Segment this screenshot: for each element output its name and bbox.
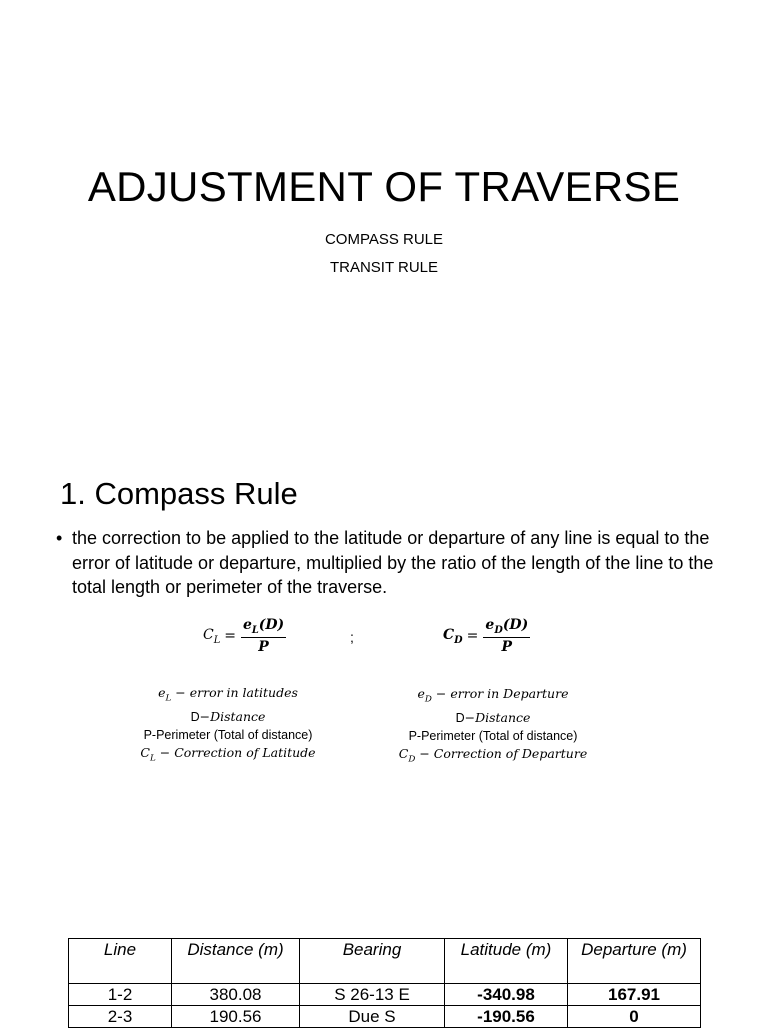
cell-departure: 167.91: [568, 984, 701, 1006]
bullet-text: the correction to be applied to the latitude or departure of any line is equal to the error of latitude or departure, multiplied by the ratio of the length of the line to the total length or perimeter of the traverse.: [72, 528, 714, 597]
cell-bearing: S 26-13 E: [300, 984, 445, 1006]
definition-correction-latitude: $C_L$ − Correction of Latitude: [140, 745, 316, 764]
formula-lhs: $C_D$: [443, 626, 463, 646]
cell-bearing: Due S: [300, 1006, 445, 1028]
bullet-paragraph: [56, 526, 716, 600]
formula-denominator: P: [501, 638, 513, 655]
cell-departure: 0: [568, 1006, 701, 1028]
header-latitude: Latitude (m): [445, 939, 568, 984]
definition-error-latitude: $e_L$ − error in latitudes: [158, 685, 298, 704]
cell-distance: 190.56: [172, 1006, 300, 1028]
header-bearing: Bearing: [300, 939, 445, 984]
definition-perimeter: P-Perimeter (Total of distance): [408, 728, 578, 743]
departure-correction-formula: [443, 617, 530, 655]
formula-separator: ;: [350, 629, 354, 645]
formula-denominator: P: [258, 638, 269, 655]
formula-fraction: [483, 617, 530, 655]
formula-equals: =: [466, 627, 479, 644]
definition-distance: D−Distance: [455, 710, 531, 725]
page-title: ADJUSTMENT OF TRAVERSE: [87, 163, 681, 210]
definition-error-departure: $e_D$ − error in Departure: [417, 686, 569, 705]
table-header-row: [69, 939, 701, 984]
table-row: [69, 1006, 701, 1028]
subtitle-transit-rule: TRANSIT RULE: [329, 259, 439, 276]
latitude-correction-formula: [203, 617, 286, 655]
traverse-table: [68, 938, 701, 1028]
cell-distance: 380.08: [172, 984, 300, 1006]
section-heading: 1. Compass Rule: [60, 476, 298, 511]
header-line: Line: [69, 939, 172, 984]
formula-equals: =: [224, 627, 236, 644]
departure-definitions: [388, 685, 598, 769]
cell-line: 1-2: [69, 984, 172, 1006]
formula-numerator: $e_D(D)$: [485, 617, 529, 636]
cell-latitude: -190.56: [445, 1006, 568, 1028]
header-departure: Departure (m): [568, 939, 701, 984]
table-row: [69, 984, 701, 1006]
formula-fraction: [241, 617, 286, 655]
header-distance: Distance (m): [172, 939, 300, 984]
definition-correction-departure: $C_D$ − Correction of Departure: [398, 746, 588, 765]
cell-latitude: -340.98: [445, 984, 568, 1006]
bullet-dot-icon: •: [56, 528, 63, 548]
formula-numerator: $e_L(D)$: [242, 617, 285, 636]
cell-line: 2-3: [69, 1006, 172, 1028]
definition-distance: D−Distance: [190, 709, 266, 724]
definition-perimeter: P-Perimeter (Total of distance): [143, 727, 313, 742]
latitude-definitions: [128, 684, 328, 768]
formula-lhs: $C_L$: [203, 626, 221, 646]
subtitle-compass-rule: COMPASS RULE: [324, 231, 444, 248]
